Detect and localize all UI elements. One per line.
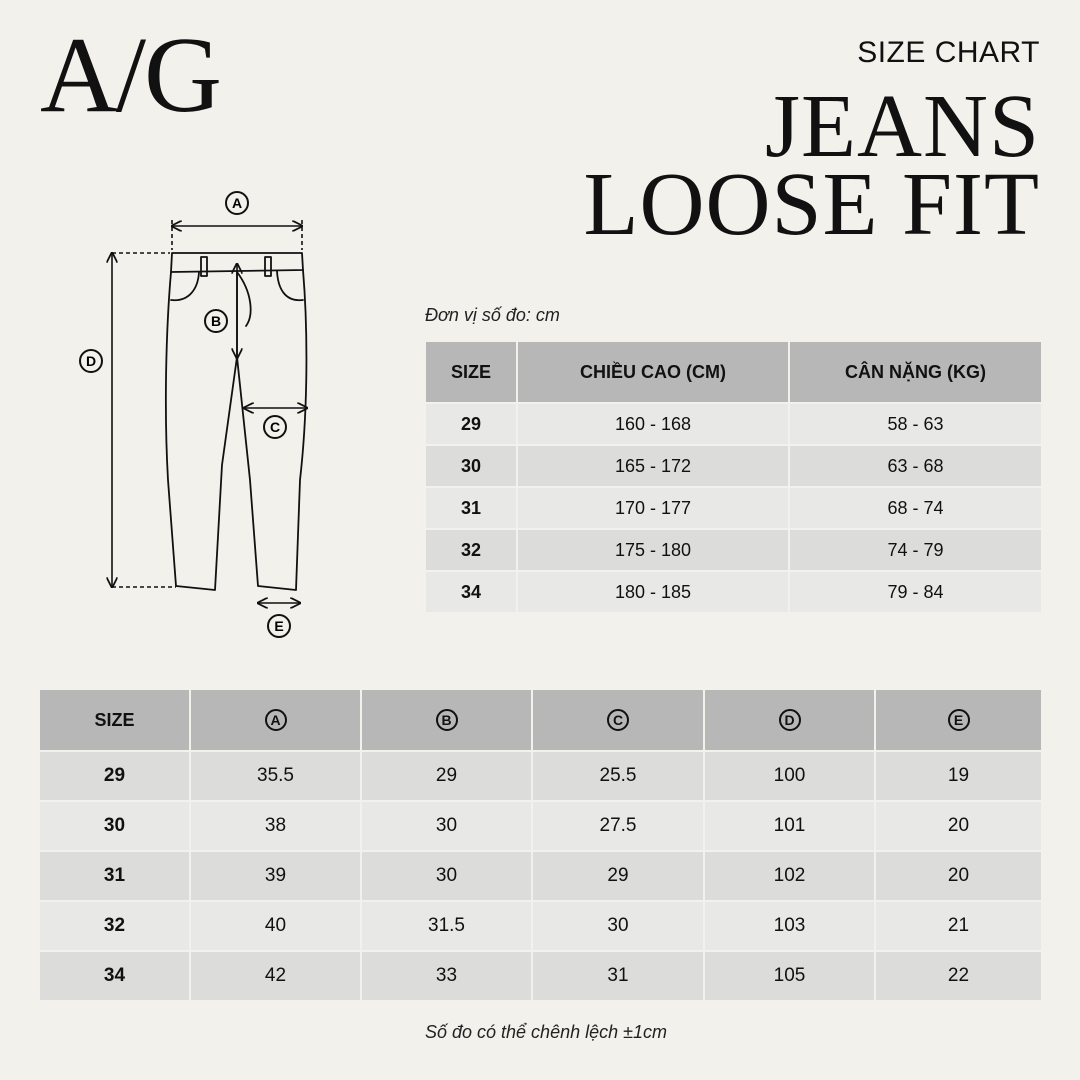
c-cell: 31 xyxy=(532,951,704,1001)
table-row xyxy=(39,951,1042,1001)
page-title xyxy=(583,77,1041,254)
d-cell: 102 xyxy=(704,851,875,901)
d-cell: 103 xyxy=(704,901,875,951)
jeans-measurement-diagram xyxy=(60,180,340,650)
a-cell: 39 xyxy=(190,851,361,901)
col-header-height: CHIỀU CAO (CM) xyxy=(517,341,789,403)
weight-cell: 79 - 84 xyxy=(789,571,1042,613)
table-row xyxy=(425,403,1042,445)
weight-cell: 74 - 79 xyxy=(789,529,1042,571)
col-header-b xyxy=(361,689,532,751)
unit-note: Đơn vị số đo: cm xyxy=(425,305,560,325)
a-cell: 40 xyxy=(190,901,361,951)
table-row xyxy=(39,751,1042,801)
weight-cell: 63 - 68 xyxy=(789,445,1042,487)
height-cell: 165 - 172 xyxy=(517,445,789,487)
circle-a-icon: A xyxy=(265,709,287,731)
pocket-left xyxy=(171,272,199,300)
title-line-2: LOOSE FIT xyxy=(583,155,1040,254)
label-d-marker xyxy=(80,350,102,372)
size-cell: 34 xyxy=(39,951,190,1001)
size-cell: 29 xyxy=(425,403,517,445)
size-cell: 34 xyxy=(425,571,517,613)
col-header-size: SIZE xyxy=(39,689,190,751)
c-cell: 30 xyxy=(532,901,704,951)
table-row xyxy=(425,529,1042,571)
col-header-d xyxy=(704,689,875,751)
dimension-a xyxy=(172,220,302,250)
col-header-e xyxy=(875,689,1042,751)
col-header-size: SIZE xyxy=(425,341,517,403)
fly-stitch xyxy=(237,272,251,326)
circle-c-icon: C xyxy=(607,709,629,731)
belt-loop-left xyxy=(201,257,207,276)
table-row xyxy=(39,801,1042,851)
a-cell: 42 xyxy=(190,951,361,1001)
e-cell: 21 xyxy=(875,901,1042,951)
tolerance-footnote: Số đo có thể chênh lệch ±1cm xyxy=(424,1022,668,1042)
size-chart-subtitle: SIZE CHART xyxy=(857,36,1040,69)
b-cell: 30 xyxy=(361,851,532,901)
table-row xyxy=(39,901,1042,951)
e-cell: 20 xyxy=(875,801,1042,851)
label-a-marker xyxy=(226,192,248,214)
size-cell: 32 xyxy=(425,529,517,571)
col-header-c xyxy=(532,689,704,751)
c-cell: 25.5 xyxy=(532,751,704,801)
b-cell: 29 xyxy=(361,751,532,801)
b-cell: 31.5 xyxy=(361,901,532,951)
size-cell: 32 xyxy=(39,901,190,951)
e-cell: 19 xyxy=(875,751,1042,801)
c-cell: 29 xyxy=(532,851,704,901)
title-line-1: JEANS xyxy=(764,77,1040,176)
size-cell: 31 xyxy=(39,851,190,901)
measurement-table xyxy=(38,688,1043,1002)
height-cell: 170 - 177 xyxy=(517,487,789,529)
b-cell: 30 xyxy=(361,801,532,851)
e-cell: 20 xyxy=(875,851,1042,901)
label-b-marker xyxy=(205,310,227,332)
d-cell: 100 xyxy=(704,751,875,801)
height-cell: 175 - 180 xyxy=(517,529,789,571)
d-cell: 101 xyxy=(704,801,875,851)
size-cell: 31 xyxy=(425,487,517,529)
circle-d-icon: D xyxy=(779,709,801,731)
a-cell: 38 xyxy=(190,801,361,851)
circle-b-icon: B xyxy=(436,709,458,731)
svg-text:A: A xyxy=(231,195,243,211)
brand-logo: A/G xyxy=(40,16,220,135)
b-cell: 33 xyxy=(361,951,532,1001)
height-cell: 160 - 168 xyxy=(517,403,789,445)
table-header-row xyxy=(39,689,1042,751)
e-cell: 22 xyxy=(875,951,1042,1001)
belt-loop-right xyxy=(265,257,271,276)
col-header-a xyxy=(190,689,361,751)
svg-text:B: B xyxy=(210,313,222,329)
height-weight-table xyxy=(424,340,1043,614)
circle-e-icon: E xyxy=(948,709,970,731)
pocket-right xyxy=(277,271,303,300)
a-cell: 35.5 xyxy=(190,751,361,801)
svg-text:D: D xyxy=(85,353,97,369)
table-row xyxy=(425,445,1042,487)
label-c-marker xyxy=(264,416,286,438)
table-header-row xyxy=(425,341,1042,403)
c-cell: 27.5 xyxy=(532,801,704,851)
weight-cell: 58 - 63 xyxy=(789,403,1042,445)
table-row xyxy=(39,851,1042,901)
label-e-marker xyxy=(268,615,290,637)
weight-cell: 68 - 74 xyxy=(789,487,1042,529)
table-row xyxy=(425,571,1042,613)
d-cell: 105 xyxy=(704,951,875,1001)
table-row xyxy=(425,487,1042,529)
svg-text:C: C xyxy=(269,419,281,435)
size-cell: 30 xyxy=(39,801,190,851)
height-cell: 180 - 185 xyxy=(517,571,789,613)
col-header-weight: CÂN NẶNG (KG) xyxy=(789,341,1042,403)
size-cell: 29 xyxy=(39,751,190,801)
size-cell: 30 xyxy=(425,445,517,487)
svg-text:E: E xyxy=(274,618,284,634)
